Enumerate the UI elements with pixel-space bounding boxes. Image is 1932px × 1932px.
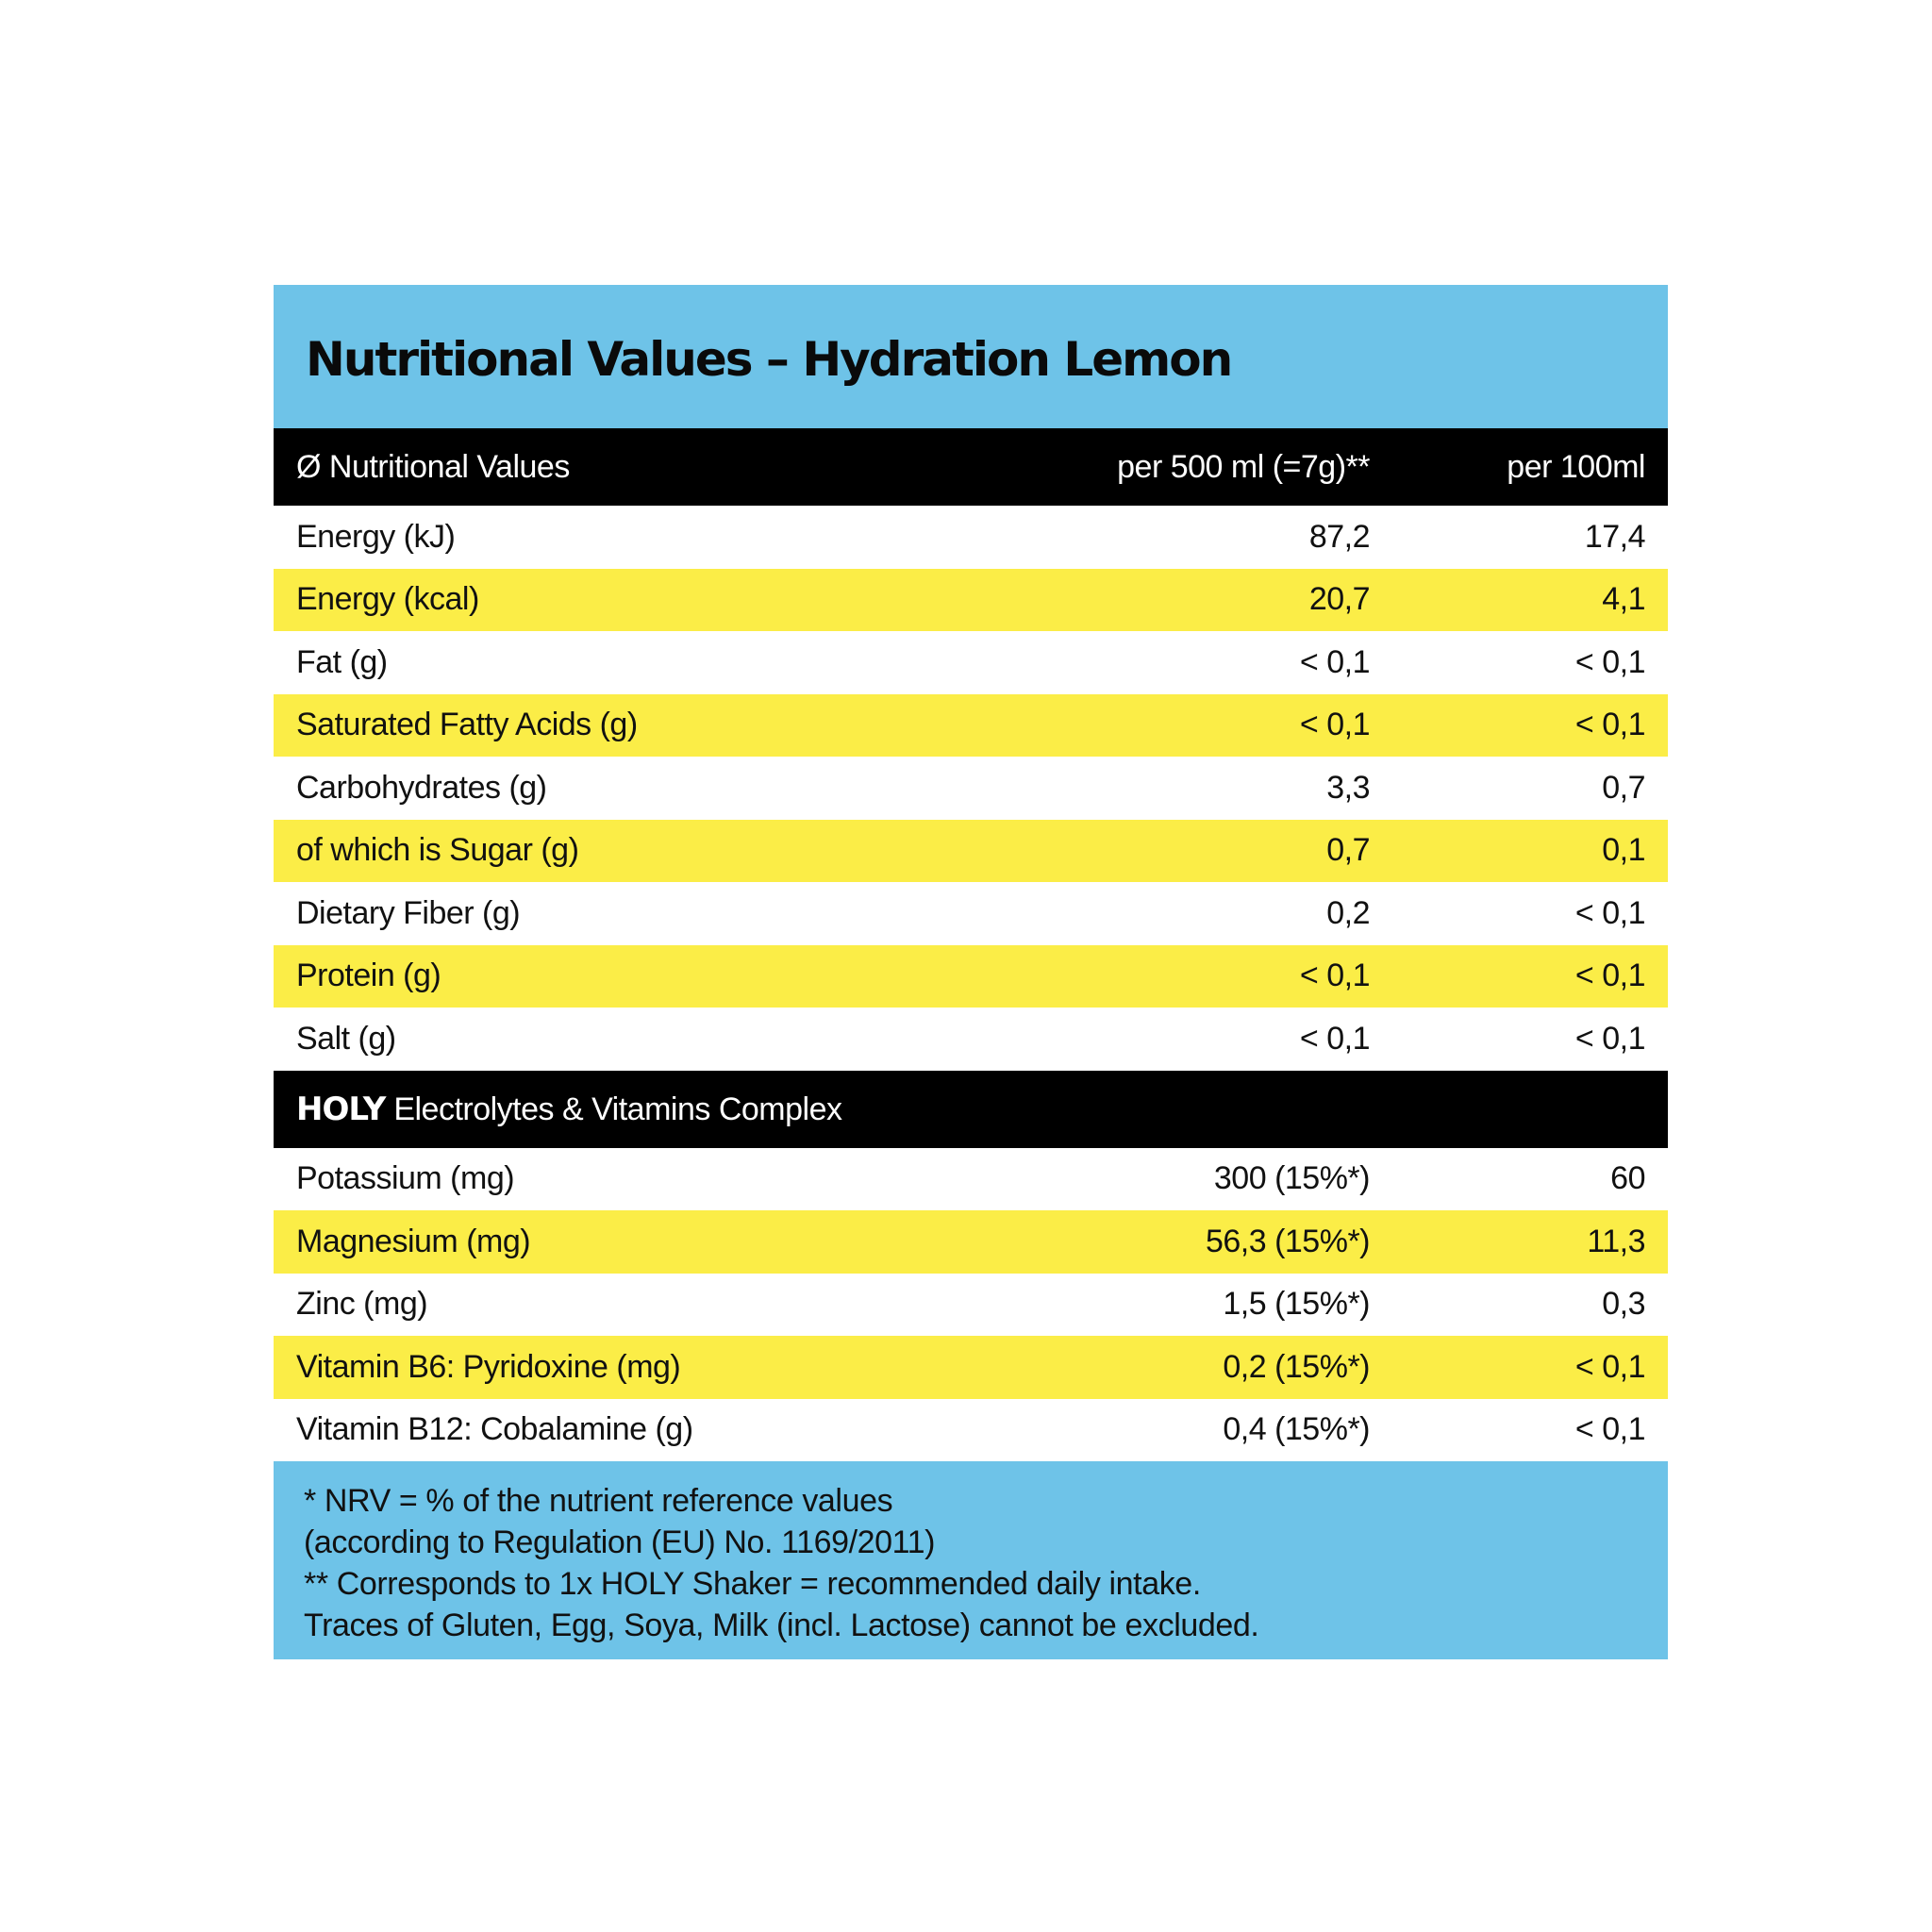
nutrient-name: Protein (g) — [296, 958, 441, 994]
nutrient-per100: < 0,1 — [1574, 643, 1645, 680]
header-nutritional-values: Ø Nutritional Values — [296, 448, 570, 485]
table-row — [274, 1336, 1668, 1399]
footnote-shaker: ** Corresponds to 1x HOLY Shaker = recommended daily intake. — [304, 1566, 1201, 1602]
table-row — [274, 506, 1668, 569]
nutrient-per100: 0,1 — [1602, 832, 1645, 869]
table-row — [274, 1274, 1668, 1337]
mineral-per100: < 0,1 — [1574, 1411, 1645, 1448]
table-row — [274, 882, 1668, 945]
section-title: Electrolytes & Vitamins Complex — [393, 1091, 842, 1127]
mineral-per500: 56,3 (15%*) — [1205, 1223, 1370, 1259]
table-row — [274, 1210, 1668, 1274]
nutrients-table — [274, 506, 1668, 1071]
nutrient-per500: 0,2 — [1326, 894, 1370, 931]
nutrient-per100: 4,1 — [1602, 581, 1645, 618]
nutrient-per100: < 0,1 — [1574, 958, 1645, 994]
mineral-per500: 0,4 (15%*) — [1223, 1411, 1370, 1448]
nutrient-name: Salt (g) — [296, 1020, 396, 1057]
nutrient-per100: 0,7 — [1602, 769, 1645, 806]
nutrient-per500: < 0,1 — [1299, 643, 1370, 680]
mineral-name: Vitamin B6: Pyridoxine (mg) — [296, 1348, 681, 1385]
table-row — [274, 1399, 1668, 1462]
nutrient-name: Carbohydrates (g) — [296, 769, 547, 806]
section-header-label — [274, 1091, 1085, 1128]
nutrient-per500: < 0,1 — [1299, 958, 1370, 994]
nutrient-per500: 87,2 — [1308, 518, 1370, 555]
nutrient-per500: < 0,1 — [1299, 707, 1370, 743]
nutrient-name: Energy (kcal) — [296, 581, 479, 618]
table-row — [274, 757, 1668, 820]
nutrient-per500: < 0,1 — [1299, 1020, 1370, 1057]
nutrient-per500: 0,7 — [1326, 832, 1370, 869]
table-header — [274, 428, 1668, 506]
table-row — [274, 945, 1668, 1008]
mineral-per500: 1,5 (15%*) — [1223, 1286, 1370, 1323]
nutrient-per100: < 0,1 — [1574, 894, 1645, 931]
header-per-500ml: per 500 ml (=7g)** — [1117, 448, 1370, 485]
mineral-per100: 60 — [1610, 1160, 1645, 1197]
table-row — [274, 569, 1668, 632]
nutrient-per100: 17,4 — [1584, 518, 1645, 555]
mineral-per100: 11,3 — [1587, 1223, 1645, 1259]
table-row — [274, 1148, 1668, 1211]
header-per-100ml: per 100ml — [1507, 448, 1645, 485]
section-header-electrolytes — [274, 1071, 1668, 1148]
nutrient-per100: < 0,1 — [1574, 707, 1645, 743]
nutrient-name: of which is Sugar (g) — [296, 832, 579, 869]
footnotes — [274, 1461, 1668, 1659]
nutrient-per500: 3,3 — [1326, 769, 1370, 806]
table-row — [274, 631, 1668, 694]
nutrient-per100: < 0,1 — [1574, 1020, 1645, 1057]
mineral-per500: 0,2 (15%*) — [1223, 1348, 1370, 1385]
footnote-allergens: Traces of Gluten, Egg, Soya, Milk (incl. Lactose) cannot be excluded. — [304, 1607, 1259, 1643]
mineral-per100: < 0,1 — [1574, 1348, 1645, 1385]
minerals-table — [274, 1148, 1668, 1462]
nutrient-name: Dietary Fiber (g) — [296, 894, 521, 931]
mineral-name: Zinc (mg) — [296, 1286, 428, 1323]
nutrition-panel — [274, 285, 1668, 1659]
mineral-name: Potassium (mg) — [296, 1160, 515, 1197]
footnote-regulation: (according to Regulation (EU) No. 1169/2011) — [304, 1524, 936, 1560]
mineral-per100: 0,3 — [1602, 1286, 1645, 1323]
holy-brand: HOLY — [296, 1090, 386, 1128]
title-bar — [274, 285, 1668, 428]
page-title: Nutritional Values – Hydration Lemon — [306, 332, 1232, 387]
mineral-name: Vitamin B12: Cobalamine (g) — [296, 1411, 693, 1448]
nutrient-name: Saturated Fatty Acids (g) — [296, 707, 638, 743]
table-row — [274, 820, 1668, 883]
table-row — [274, 694, 1668, 758]
nutrient-name: Energy (kJ) — [296, 518, 456, 555]
mineral-per500: 300 (15%*) — [1213, 1160, 1370, 1197]
nutrient-name: Fat (g) — [296, 643, 388, 680]
footnote-nrv: * NRV = % of the nutrient reference values — [304, 1483, 893, 1519]
mineral-name: Magnesium (mg) — [296, 1223, 531, 1259]
nutrient-per500: 20,7 — [1308, 581, 1370, 618]
table-row — [274, 1008, 1668, 1071]
